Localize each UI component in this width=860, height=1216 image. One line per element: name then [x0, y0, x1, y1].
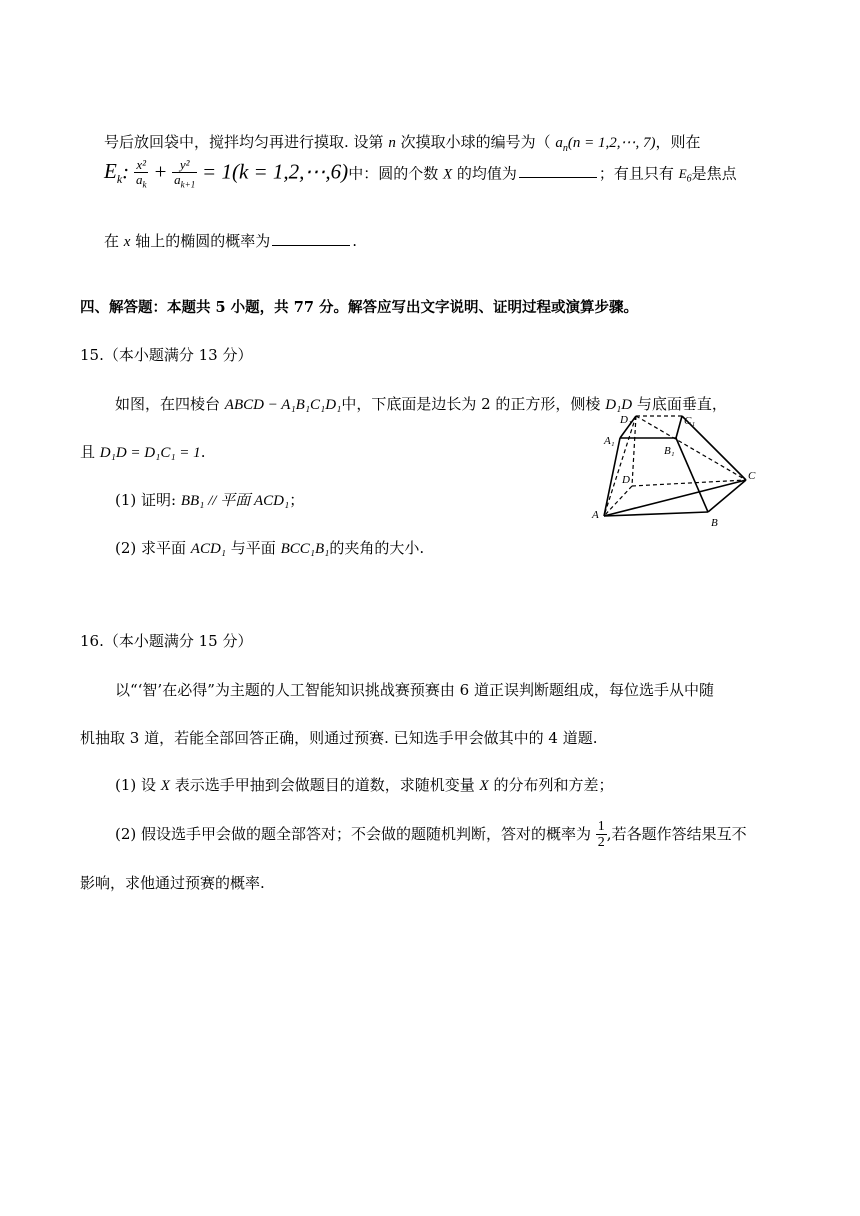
p15-text2: 且 D₁D = D₁C₁ = 1. — [80, 443, 206, 461]
p15-question1: (1) 证明: BB₁ // 平面 ACD₁； — [115, 491, 305, 509]
p16-text2: 机抽取 3 道，若能全部回答正确，则通过预赛. 已知选手甲会做其中的 4 道题. — [80, 729, 598, 747]
label-C: C — [748, 470, 756, 482]
edge-AA1 — [604, 438, 620, 516]
p14-line3: 在 x 轴上的椭圆的概率为 . — [104, 232, 358, 250]
p14-line1: 号后放回袋中，搅拌均匀再进行摸取. 设第 n 次摸取小球的编号为（ $a_n(n$ = 1,2,⋯, 7)，则在 — [104, 133, 701, 154]
label-B1: B₁ — [664, 445, 675, 457]
p15-question2: (2) 求平面 ACD₁ 与平面 BCC₁B₁的夹角的大小. — [115, 539, 425, 557]
p16-question2: (2) 假设选手甲会做的题全部答对；不会做的题随机判断，答对的概率为 $\frac{1}{2}$ ,若各题作答结果互不 — [115, 819, 747, 851]
label-D1: D₁ — [620, 414, 632, 426]
label-B: B — [711, 517, 718, 529]
edge-AD1 — [604, 416, 636, 516]
p16-header: 16.（本小题满分 15 分） — [80, 632, 253, 650]
label-A1: A₁ — [604, 435, 615, 447]
ellipse-E-k: $E_k$ — [104, 159, 123, 187]
sequence-a: $a_n$ — [555, 135, 568, 154]
fraction-x2-over-ak: $\frac{\text{x²}}{a_k}$ — [135, 157, 147, 190]
label-D: D — [622, 474, 630, 486]
p15-header: 15.（本小题满分 13 分） — [80, 346, 253, 364]
frustum-figure — [584, 412, 764, 532]
answer-blank-probability[interactable] — [272, 231, 350, 246]
edge-AD — [604, 486, 632, 516]
edge-DD1 — [632, 416, 636, 486]
p15-text1: 如图，在四棱台 ABCD − A₁B₁C₁D₁中，下底面是边长为 2 的正方形，侧棱 D₁D 与底面垂直， — [115, 395, 727, 413]
label-C1: C₁ — [684, 415, 696, 427]
edge-B1C1 — [676, 416, 682, 438]
section-heading: 四、解答题：本题共 5 小题，共 77 分。解答应写出文字说明、证明过程或演算步骤。 — [80, 299, 638, 316]
answer-blank-mean[interactable] — [519, 163, 597, 178]
label-A: A — [592, 509, 599, 521]
p14-line2: $E_k$: $\frac{\text{x²}}{a_k}$ + $\frac{\text{y²}}{a_{k+1}}$ = 1(k = 1,2,⋯,6)中：圆的个数 X 的均值为 ；有且只有 $E_6$是焦点 — [104, 157, 737, 190]
fraction-y2-over-ak1: $\frac{\text{y²}}{a_{k+1}}$ — [174, 157, 196, 190]
p16-question1: (1) 设 X 表示选手甲抽到会做题目的道数，求随机变量 X 的分布列和方差； — [115, 776, 614, 794]
fraction-one-half: $\frac{1}{2}$ — [597, 819, 605, 851]
p16-text-last: 影响，求他通过预赛的概率. — [80, 874, 265, 892]
p16-text1: 以“‘智’在必得”为主题的人工智能知识挑战赛预赛由 6 道正误判断题组成，每位选手从中随 — [115, 681, 714, 699]
